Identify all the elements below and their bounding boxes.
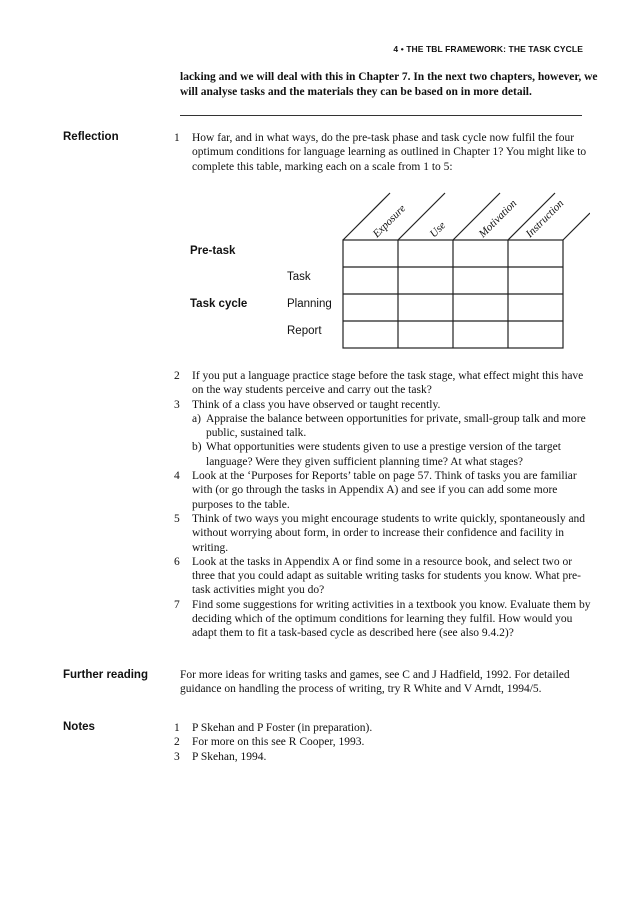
notes-label: Notes <box>63 721 95 733</box>
question-3 <box>174 398 594 412</box>
question-text: If you put a language practice stage before the task stage, what effect might this have on the way students perceive and carry out the task? <box>192 370 584 397</box>
question-number: 2 <box>174 370 180 382</box>
question-4 <box>174 469 594 512</box>
note-text: P Skehan, 1994. <box>192 750 267 763</box>
note-text: For more on this see R Cooper, 1993. <box>192 736 365 749</box>
question-number: 7 <box>174 598 180 611</box>
pre-task-label: Pre-task <box>190 245 236 257</box>
row-label-task: Task <box>287 271 311 283</box>
question-number: a) <box>192 412 201 425</box>
question-6 <box>174 555 594 598</box>
note-number: 1 <box>174 722 180 734</box>
note-number: 3 <box>174 750 180 763</box>
question-text: Appraise the balance between opportunities for private, small-group talk and more public, sustained talk. <box>206 412 586 440</box>
column-header-exposure: Exposure <box>370 202 409 241</box>
question-text: Look at the tasks in Appendix A or find some in a resource book, and select two or three that you could adapt as suitable writing tasks for students you know. What pre-task activities might you do? <box>192 555 581 597</box>
question-2 <box>174 369 594 398</box>
question-number: 4 <box>174 470 180 483</box>
question-1 <box>174 131 594 174</box>
column-header-motivation: Motivation <box>476 197 520 241</box>
task-cycle-label: Task cycle <box>190 298 248 310</box>
question-5 <box>174 512 594 555</box>
question-number: 5 <box>174 512 180 525</box>
note-number: 2 <box>174 736 180 749</box>
question-number: b) <box>192 441 202 454</box>
question-7 <box>174 598 594 641</box>
column-header-instruction: Instruction <box>523 197 567 241</box>
question-list <box>174 369 594 641</box>
further-reading-label: Further reading <box>63 669 148 681</box>
note-text: P Skehan and P Foster (in preparation). <box>192 722 373 734</box>
question-3a <box>174 412 594 441</box>
note-item <box>174 750 372 764</box>
question-text: Find some suggestions for writing activities in a textbook you know. Evaluate them by deciding which of the optimum conditions for learning they fulfil. How would you adapt them to fit a task-based cycle as described here (see also 9.4.2)? <box>192 598 591 640</box>
note-item <box>174 735 372 749</box>
row-label-planning: Planning <box>287 298 332 310</box>
question-number: 6 <box>174 555 180 568</box>
question-text: Think of a class you have observed or taught recently. <box>192 398 441 411</box>
column-header-use: Use <box>427 219 449 241</box>
question-text: Look at the ‘Purposes for Reports’ table on page 57. Think of tasks you are familiar with (or go through the tasks in Appendix A) and see if you can add some more purposes to the table. <box>192 470 577 511</box>
intro-paragraph: lacking and we will deal with this in Chapter 7. In the next two chapters, however, we will analyse tasks and the materials they can be based on in more detail. <box>180 71 598 98</box>
question-3b <box>174 440 594 469</box>
question-text: How far, and in what ways, do the pre-task phase and task cycle now fulfil the four optimum conditions for language learning as outlined in Chapter 1? You might like to complete this table, marking each on a scale from 1 to 5: <box>192 132 587 173</box>
header-diagonal <box>563 213 590 240</box>
further-reading-text: For more ideas for writing tasks and games, see C and J Hadfield, 1992. For detailed guidance on handling the process of writing, try R White and V Arndt, 1994/5. <box>180 669 570 695</box>
running-header: 4 • THE TBL FRAMEWORK: THE TASK CYCLE <box>393 44 583 54</box>
notes-list <box>174 721 372 764</box>
section-divider <box>180 115 582 116</box>
rating-table <box>330 180 590 355</box>
question-text: Think of two ways you might encourage students to write quickly, spontaneously and without worrying about form, in order to increase their confidence and facility in writing. <box>192 512 586 554</box>
question-number: 3 <box>174 398 180 411</box>
row-label-report: Report <box>287 325 322 337</box>
question-text: What opportunities were students given to use a prestige version of the target language? Were they given sufficient planning time? At what stages? <box>206 441 561 468</box>
note-item <box>174 721 372 735</box>
question-number: 1 <box>174 132 180 144</box>
reflection-label: Reflection <box>63 131 119 143</box>
